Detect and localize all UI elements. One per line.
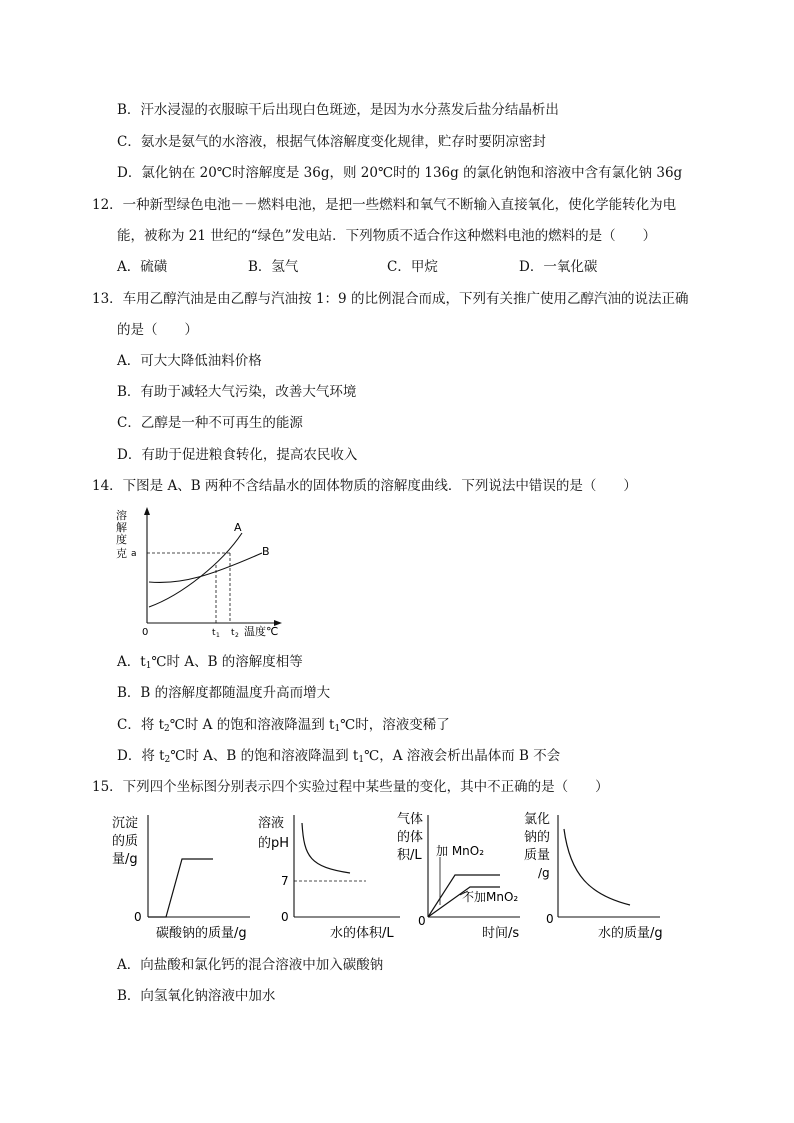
q12-option-c: C．甲烷	[387, 259, 438, 275]
q11-option-c: C．氨水是氨气的水溶液，根据气体溶解度变化规律，贮存时要阴凉密封	[117, 134, 546, 150]
q15-graphs-figure	[110, 805, 670, 945]
g4-ylabel-line: /g	[538, 866, 550, 880]
q15-option-a: A．向盐酸和氯化钙的混合溶液中加入碳酸钠	[117, 957, 384, 973]
fig14-t2-sub: 2	[235, 632, 239, 639]
q12-option-d: D．一氧化碳	[519, 259, 598, 275]
g3-ylabel-line: 的体	[397, 830, 424, 845]
solubility-curve-figure	[112, 505, 292, 645]
g3-origin: 0	[418, 914, 426, 928]
g3-label-with-catalyst: 加 MnO₂	[436, 844, 485, 858]
q12-stem-line2: 能，被称为 21 世纪的“绿色”发电站．下列物质不适合作这种燃料电池的燃料的是（ ）	[117, 228, 657, 244]
q15-stem: 15．下列四个坐标图分别表示四个实验过程中某些量的变化，其中不正确的是（ ）	[92, 779, 609, 795]
fig14-t1-label: t	[212, 628, 216, 638]
g3-ylabel-line: 气体	[397, 812, 424, 827]
g1-ylabel-line: 的质	[112, 834, 139, 849]
q15-graph-1	[112, 815, 250, 941]
g4-ylabel-line: 钠的	[524, 830, 551, 845]
g1-xlabel: 碳酸钠的质量/g	[156, 926, 247, 941]
g1-origin: 0	[134, 910, 142, 924]
q15-option-b: B．向氢氧化钠溶液中加水	[117, 988, 276, 1004]
g2-ylabel-line: 的pH	[258, 836, 290, 851]
q14-stem: 14．下图是 A、B 两种不含结晶水的固体物质的溶解度曲线．下列说法中错误的是（ ）	[92, 478, 637, 494]
fig14-curve-a	[149, 533, 242, 607]
fig14-a-label: a	[131, 549, 137, 559]
fig14-curve-a-label: A	[234, 521, 242, 534]
g2-curve	[302, 823, 350, 873]
q12-stem-line1: 12．一种新型绿色电池－－燃料电池，是把一些燃料和氧气不断输入直接氧化，使化学能转化为电	[92, 197, 677, 213]
q14-option-a: A．$t_1℃$时 A、B 的溶解度相等	[117, 654, 303, 671]
g1-curve	[148, 859, 213, 917]
q15-graph-2	[258, 815, 400, 941]
fig14-ylabel-char: 克	[116, 547, 127, 560]
q13-option-b: B．有助于减轻大气污染，改善大气环境	[117, 384, 357, 400]
g4-ylabel-line: 氯化	[524, 812, 551, 827]
g3-ylabel-line: 积/L	[397, 848, 422, 863]
q15-graph-3	[397, 811, 520, 941]
fig14-ylabel-char: 溶	[116, 509, 127, 522]
g2-ylabel-line: 溶液	[258, 816, 285, 831]
fig14-origin: 0	[142, 627, 149, 638]
q11-option-d: D．氯化钠在 20℃时溶解度是 36g，则 20℃时的 136g 的氯化钠饱和溶液中含有氯化钠 36g	[117, 165, 683, 181]
q13-option-c: C．乙醇是一种不可再生的能源	[117, 415, 303, 431]
g3-xlabel: 时间/s	[482, 926, 520, 941]
fig14-ylabel-char: 度	[116, 533, 127, 546]
fig14-curve-b	[149, 553, 262, 583]
g1-ylabel-line: 量/g	[112, 852, 138, 867]
fig14-t2-label: t	[231, 628, 235, 638]
q13-stem-line1: 13．车用乙醇汽油是由乙醇与汽油按 1：9 的比例混合而成，下列有关推广使用乙醇汽油的说法正确	[92, 291, 689, 307]
fig14-y-arrow	[144, 507, 150, 515]
fig14-t1-sub: 1	[216, 632, 220, 639]
g2-origin: 0	[281, 910, 289, 924]
q14-option-b: B．B 的溶解度都随温度升高而增大	[117, 685, 331, 701]
fig14-xlabel: 温度℃	[244, 625, 279, 638]
fig14-ylabel-char: 解	[116, 521, 127, 534]
q13-option-a: A．可大大降低油料价格	[117, 353, 262, 369]
q12-option-a: A．硫磺	[117, 259, 168, 275]
q14-option-c: C．将 $t_2℃$时 A 的饱和溶液降温到 $t_1℃$时，溶液变稀了	[117, 717, 450, 734]
q15-graph-4	[524, 812, 663, 941]
g4-xlabel: 水的质量/g	[598, 926, 663, 941]
fig14-curve-b-label: B	[262, 545, 270, 558]
g4-origin: 0	[546, 912, 554, 926]
g4-ylabel-line: 质量	[524, 848, 551, 863]
g1-ylabel-line: 沉淀	[112, 816, 139, 831]
q13-option-d: D．有助于促进粮食转化，提高农民收入	[117, 447, 358, 463]
q13-stem-line2: 的是（ ）	[117, 322, 198, 338]
g2-xlabel: 水的体积/L	[330, 926, 394, 941]
g4-curve	[564, 829, 630, 905]
q11-option-b: B．汗水浸湿的衣服晾干后出现白色斑迹，是因为水分蒸发后盐分结晶析出	[117, 102, 559, 118]
g2-tick-7: 7	[281, 874, 289, 888]
g3-label-without-catalyst: 不加MnO₂	[462, 890, 519, 904]
q12-option-b: B．氢气	[248, 259, 299, 275]
q14-option-d: D．将 $t_2℃$时 A、B 的饱和溶液降温到 $t_1℃$，A 溶液会析出晶体而 B 不会	[117, 748, 561, 765]
